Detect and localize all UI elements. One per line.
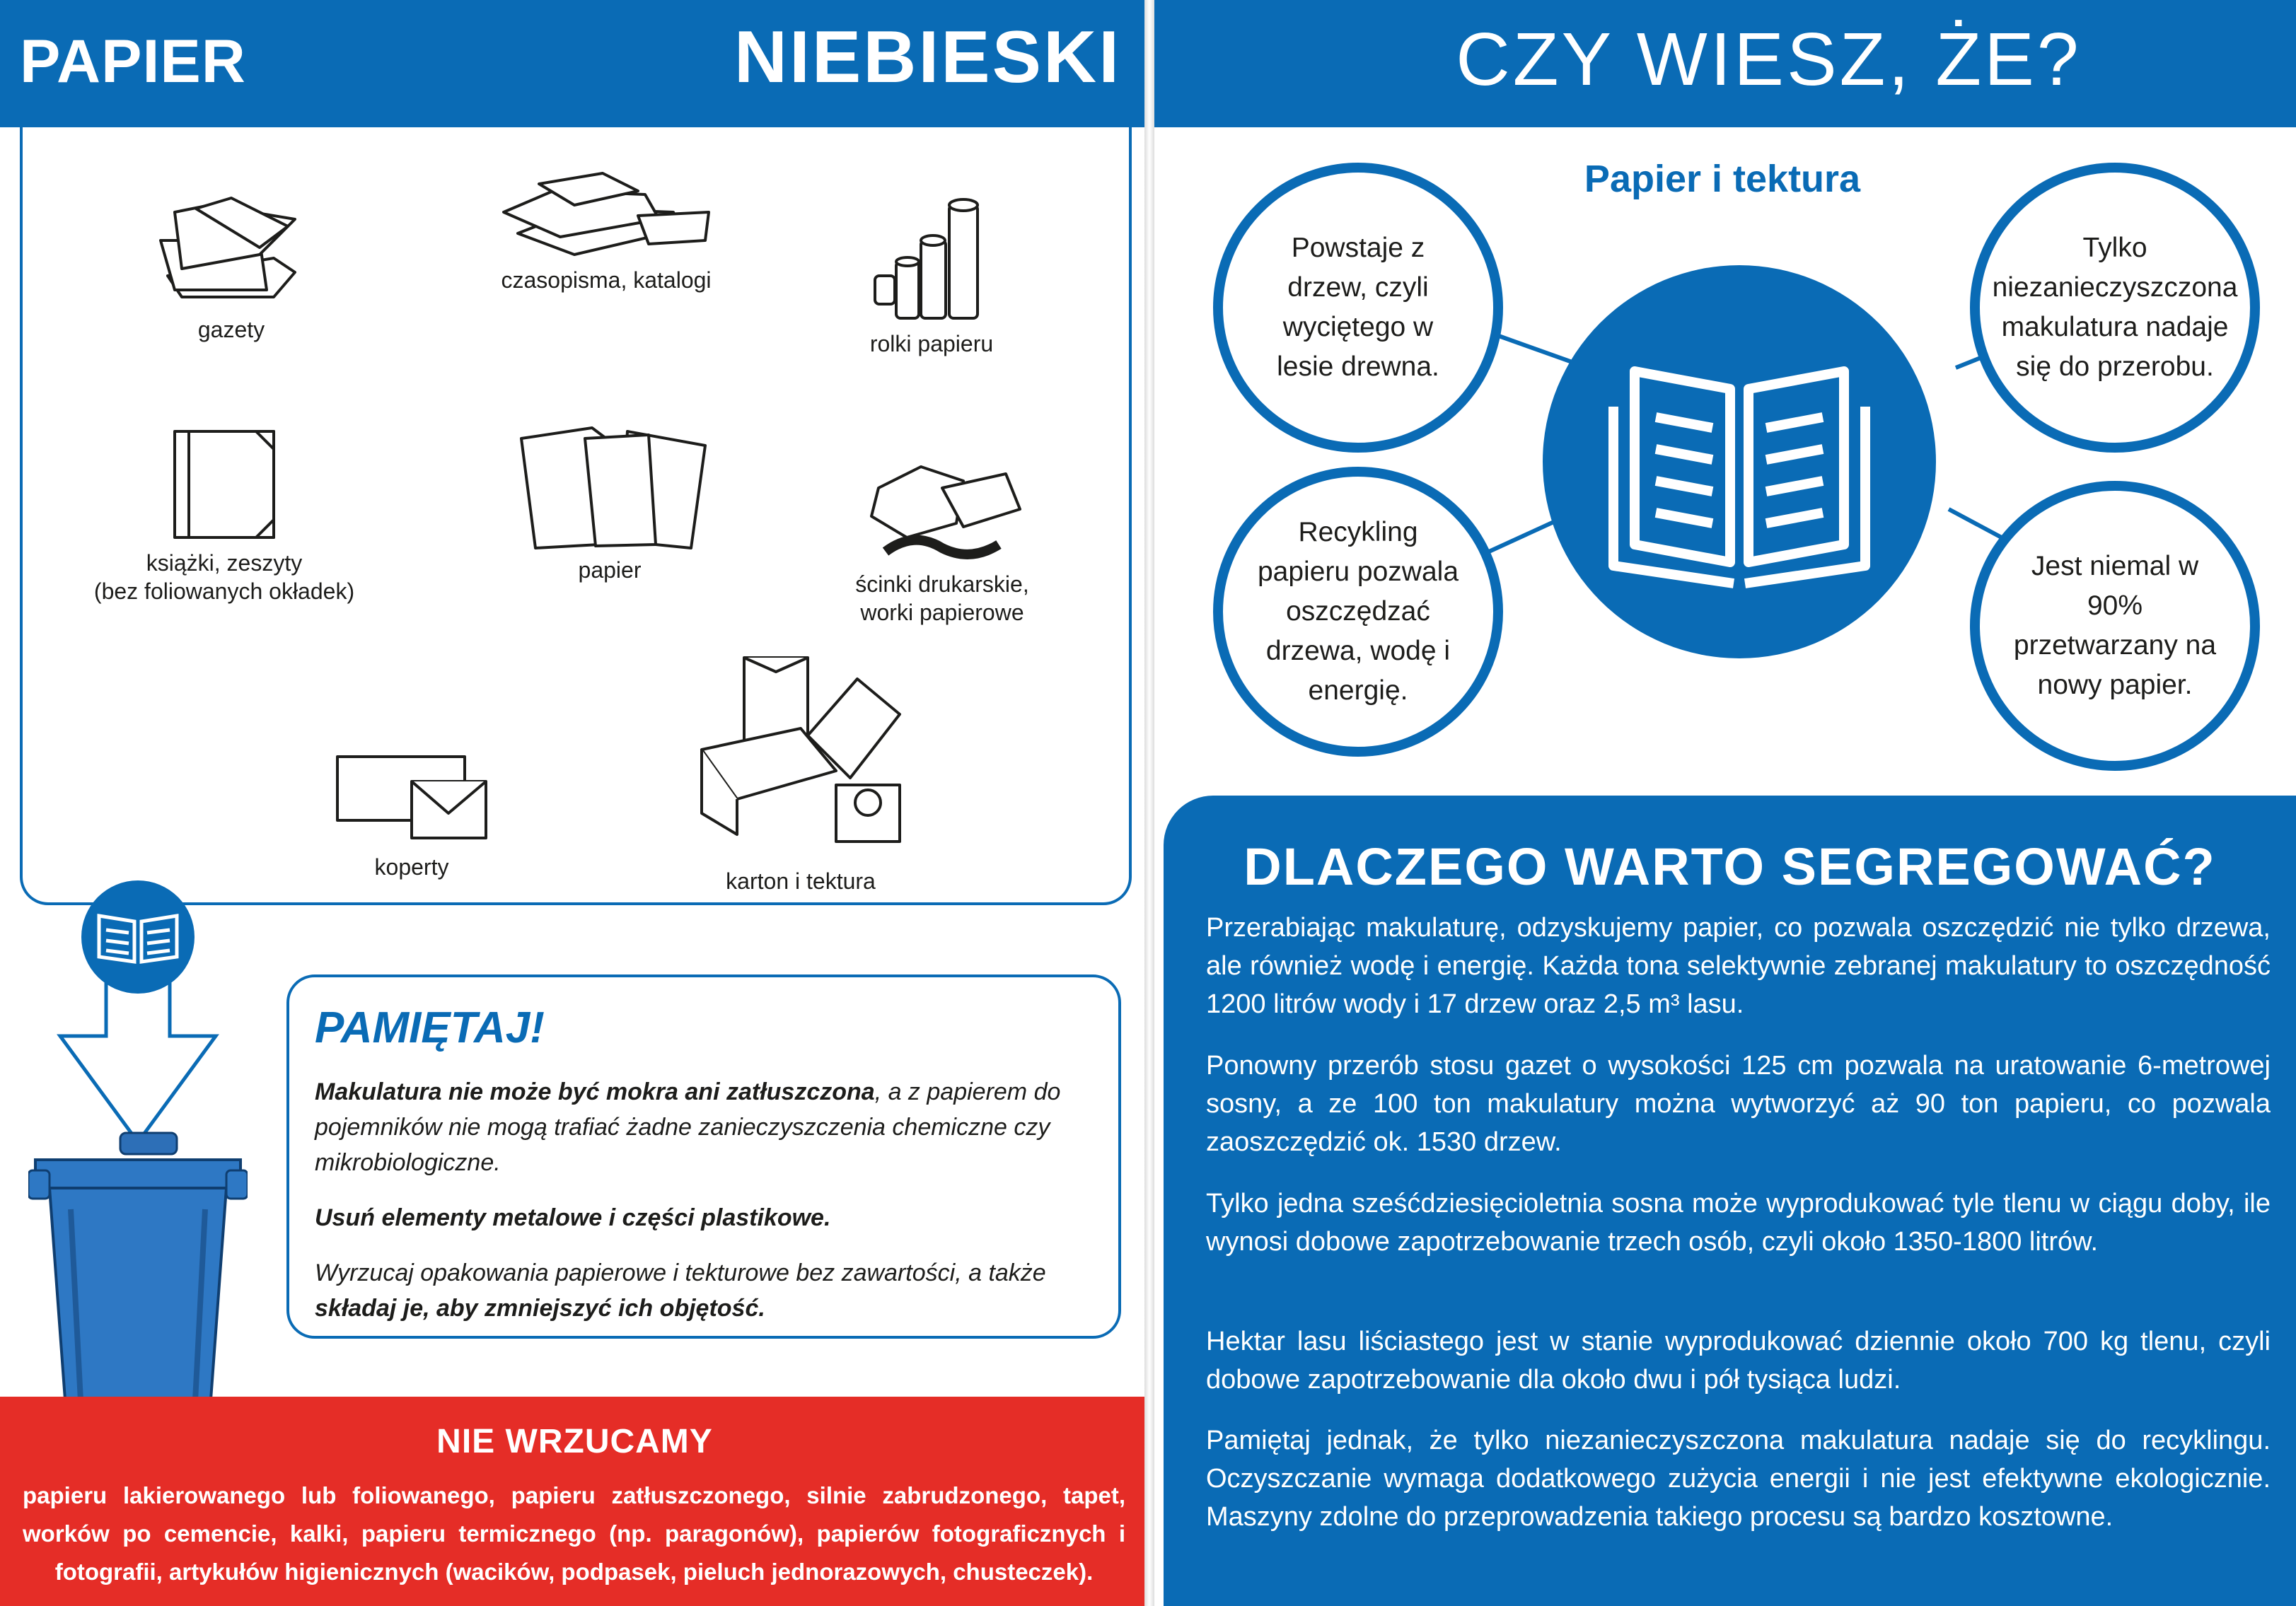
- label-newspapers: gazety: [197, 317, 265, 342]
- label-envelopes: koperty: [374, 854, 449, 880]
- remember-p3-bold: składaj je, aby zmniejszyć ich objętość.: [315, 1295, 765, 1322]
- why-paragraph-3: Tylko jedna sześćdziesięcioletnia sosna może wyprodukować tyle tlenu w ciągu doby, ile wynosi dobowe zapotrzebowanie trzech osób, czyli około 1350-1800 litrów.: [1206, 1189, 2271, 1257]
- why-title: DLACZEGO WARTO SEGREGOWAĆ?: [1243, 837, 2216, 896]
- fact-bubble-90-percent: Jest niemal w 90% przetwarzany na nowy papier.: [1970, 481, 2260, 771]
- open-book-icon: [1543, 265, 1936, 658]
- cardboard-icon: [695, 651, 907, 863]
- item-newspapers: [143, 191, 320, 344]
- paper-rolls-icon: [861, 191, 1002, 325]
- header-paper: PAPIER: [20, 28, 246, 95]
- newspapers-icon: [153, 191, 309, 311]
- remember-p3-text: Wyrzucaj opakowania papierowe i tekturowe bez zawartości, a także: [315, 1259, 1046, 1286]
- label-scraps-2: worki papierowe: [860, 600, 1024, 625]
- did-you-know-title: CZY WIESZ, ŻE?: [1456, 18, 2082, 101]
- do-not-throw-banner: [0, 1397, 1149, 1606]
- books-icon: [168, 424, 281, 545]
- fact-bubble-recycling: Recykling papieru pozwala oszczędzać drzewa, wodę i energię.: [1213, 467, 1503, 757]
- label-cardboard: karton i tektura: [726, 868, 876, 894]
- label-paper: papier: [578, 557, 642, 583]
- label-books-1: książki, zeszyty: [146, 550, 303, 576]
- label-books-2: (bez foliowanych okładek): [93, 578, 355, 604]
- label-paper-rolls: rolki papieru: [869, 331, 994, 356]
- remember-p2-bold: Usuń elementy metalowe i części plastikowe.: [315, 1204, 831, 1231]
- why-paragraph-2: Ponowny przerób stosu gazet o wysokości 125 cm pozwala na uratowanie 6-metrowej sosny, a ze 100 ton makulatury można wytworzyć aż 90 ton papieru, co pozwala zaoszczędzić ok. 1530 drzew.: [1206, 1051, 2271, 1157]
- item-cardboard: [673, 651, 928, 895]
- why-paragraph-5: Pamiętaj jednak, że tylko niezanieczyszczona makulatura nadaje się do recyklingu. Oczyszczanie wymaga dodatkowego zużycia energii i nie jest efektywne ekologicznie. Maszyny zdolne do przeprowadzenia takiego procesu są bardzo kosztowne.: [1206, 1426, 2271, 1532]
- why-paragraph-1: Przerabiając makulaturę, odzyskujemy papier, co pozwala oszczędzić nie tylko drzewa, ale również wodę i energię. Każda tona selektywnie zebranej makulatury to oszczędność 1200 litrów wody i 17 drzew oraz 2,5 m³ lasu.: [1206, 913, 2271, 1019]
- page-gutter: [1144, 0, 1154, 1606]
- remember-paragraph-1: [315, 1074, 1090, 1180]
- left-header: [0, 0, 1149, 127]
- item-envelopes: [320, 750, 504, 881]
- remember-p1-bold: Makulatura nie może być mokra ani zatłuszczona: [315, 1078, 875, 1105]
- item-paper: [504, 424, 716, 584]
- paper-scraps-icon: [857, 460, 1027, 566]
- item-magazines: [489, 170, 723, 294]
- remember-paragraph-3: [315, 1255, 1090, 1326]
- remember-paragraph-2: [315, 1200, 1090, 1235]
- why-segregate-section: [1164, 796, 2296, 1606]
- allowed-items-panel: [20, 127, 1132, 905]
- why-paragraph-4: Hektar lasu liściastego jest w stanie wyprodukować dziennie około 700 kg tlenu, czyli dobowe zapotrzebowanie dla około dwu i pół tysiąca ludzi.: [1206, 1327, 2271, 1395]
- envelopes-icon: [330, 750, 493, 849]
- do-not-throw-title: NIE WRZUCAMY: [436, 1423, 713, 1460]
- fact-bubble-clean: Tylko niezanieczyszczona makulatura nadaje się do przerobu.: [1970, 163, 2260, 453]
- paper-sheets-icon: [507, 424, 712, 552]
- label-magazines: czasopisma, katalogi: [501, 267, 712, 293]
- right-page: [1149, 0, 2296, 1606]
- remember-box: [286, 974, 1121, 1339]
- header-blue: NIEBIESKI: [734, 16, 1121, 98]
- facts-title: Papier i tektura: [1584, 158, 1861, 200]
- magazines-icon: [497, 170, 716, 262]
- item-books: [72, 424, 376, 605]
- do-not-throw-text: papieru lakierowanego lub foliowanego, papieru zatłuszczonego, silnie zabrudzonego, tapet, worków po cemencie, kalki, papieru termicznego (np. paragonów), papierów fotograficznych i fotografii, artykułów higienicznych (wacików, podpasek, pieluch jednorazowych, chusteczek).: [23, 1482, 1125, 1585]
- central-book-circle: [1543, 265, 1936, 658]
- right-header: [1149, 0, 2296, 127]
- item-printing-scraps: [836, 460, 1048, 627]
- fact-bubble-trees: Powstaje z drzew, czyli wyciętego w lesie drewna.: [1213, 163, 1503, 453]
- blue-bin-icon: [28, 1131, 248, 1443]
- bin-arrow-icon: [50, 880, 226, 1163]
- label-scraps-1: ścinki drukarskie,: [855, 571, 1029, 597]
- remember-p1-text: , a z papierem do pojemników nie mogą trafiać żadne zanieczyszczenia chemiczne czy mikrobiologiczne.: [315, 1078, 1061, 1176]
- item-paper-rolls: [850, 191, 1013, 358]
- remember-title: PAMIĘTAJ!: [315, 1003, 545, 1052]
